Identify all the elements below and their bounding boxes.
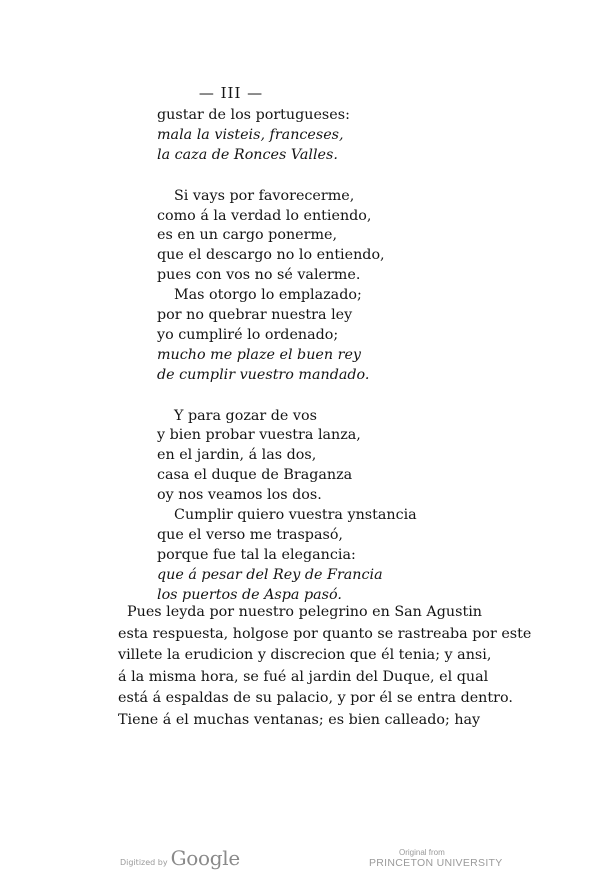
digitized-by-label: Digitized by [120,858,168,867]
poem-line: mucho me plaze el buen rey [157,346,362,363]
poem-line: por no quebrar nuestra ley [157,307,353,324]
prose-line: villete la erudicion y discrecion que él tenia; y ansi, [118,647,492,663]
stanza-gap [157,386,477,407]
poem-line: en el jardin, á las dos, [157,447,317,464]
original-from-princeton [369,848,503,869]
poem-line: que el verso me traspasó, [157,526,343,543]
poem-line: Y para gozar de vos [174,407,317,424]
poem-line: Mas otorgo lo emplazado; [174,287,362,304]
poem [157,106,477,605]
poem-line: los puertos de Aspa pasó. [157,586,342,603]
digitized-by-google [120,846,240,870]
page-number: — III — [198,84,264,102]
poem-line: porque fue tal la elegancia: [157,546,356,563]
poem-line: gustar de los portugueses: [157,107,350,123]
google-logo: Google [170,846,240,870]
poem-line: pues con vos no sé valerme. [157,267,361,284]
prose-paragraph [118,602,532,731]
poem-line: la caza de Ronces Valles. [157,146,338,163]
prose-line: está á espaldas de su palacio, y por él se entra dentro. [118,690,513,706]
university-label: PRINCETON UNIVERSITY [369,857,503,869]
original-from-label: Original from [399,848,445,857]
prose-line: á la misma hora, se fué al jardin del Duque, el qual [118,668,489,685]
poem-line: oy nos veamos los dos. [157,487,322,504]
poem-line: que el descargo no lo entiendo, [157,247,385,264]
poem-line: y bien probar vuestra lanza, [157,427,361,444]
poem-stanza-1 [157,106,477,166]
poem-line: es en un cargo ponerme, [157,227,338,244]
poem-line: que á pesar del Rey de Francia [157,566,383,583]
poem-line: como á la verdad lo entiendo, [157,207,372,224]
prose-line: Pues leyda por nuestro pelegrino en San Agustin [127,604,482,620]
poem-line: Si vays por favorecerme, [174,187,355,204]
poem-line: yo cumpliré lo ordenado; [157,326,339,343]
poem-stanza-3 [157,407,477,606]
stanza-gap [157,166,477,187]
poem-line: de cumplir vuestro mandado. [157,366,370,383]
poem-stanza-2 [157,187,477,386]
poem-line: mala la visteis, franceses, [157,126,344,143]
prose-line: esta respuesta, holgose por quanto se rastreaba por este [118,625,532,642]
poem-line: casa el duque de Braganza [157,467,353,484]
prose-line: Tiene á el muchas ventanas; es bien calleado; hay [118,711,481,728]
poem-line: Cumplir quiero vuestra ynstancia [174,507,417,524]
